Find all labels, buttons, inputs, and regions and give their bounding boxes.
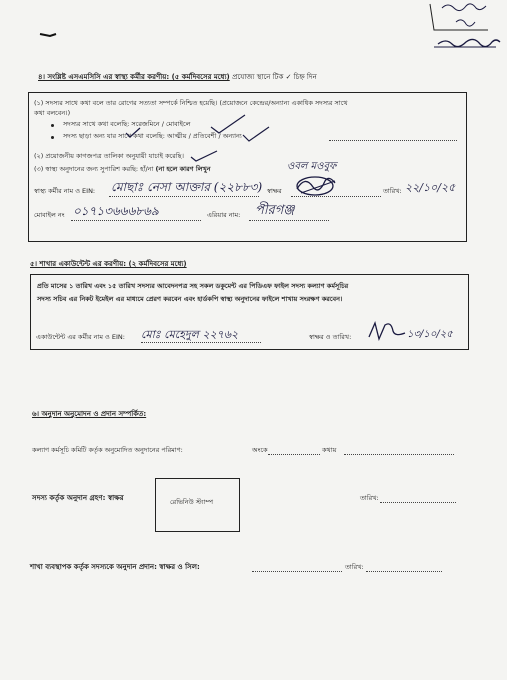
branch-sign-line: [252, 571, 342, 572]
section4-title: ৪। সংশ্লিষ্ট এসএমসিসি এর স্বাস্থ্য কর্মীর করণীয়: (৫ কর্মদিবসের মধ্যে) প্রযোজ্য স্থানে টিক ✓ চিহ্ন দিন: [38, 73, 317, 81]
bullet-dot: [51, 124, 54, 127]
staff-date-value: ২২/১০/২৫: [405, 181, 456, 194]
mobile-label: মোবাইল নং: [34, 211, 65, 219]
section4-box: [28, 92, 467, 242]
section5-title: ৫। শাখার একাউন্টেন্ট এর করণীয়: (২ কর্মদিবসের মধ্যে): [30, 260, 187, 268]
staff-signature: [291, 175, 341, 197]
section6-title: ৬। অনুদান অনুমোদন ও প্রদান সম্পর্কিত:: [32, 410, 147, 418]
item2-text: (২) প্রয়োজনীয় কাগজপত্র তালিকা অনুযায়ী যাচাই করেছি।: [34, 152, 184, 160]
in-figures-line: [268, 454, 320, 455]
item3-text: (৩) স্বাস্থ্য অনুদানের জন্য সুপারিশ করছি: হাঁ/না (না হলে কারণ লিখুন: [34, 165, 211, 173]
branch-manager-label: শাখা ব্যবস্থাপক কর্তৃক সদস্যকে অনুদান প্রদান: স্বাক্ষর ও সিল:: [30, 563, 200, 571]
revenue-stamp-label: রেভিনিউ স্ট্যাম্প: [170, 498, 213, 506]
checkmark-icon: [241, 125, 271, 143]
item1-continued: কথা বলবেন।): [34, 109, 71, 117]
item3-handwritten-reason: ওবল মওবুফ: [287, 161, 337, 172]
area-label: এরিয়ার নাম:: [207, 211, 241, 219]
staff-date-label: তারিখ:: [383, 187, 402, 195]
accountant-sign-date-label: স্বাক্ষর ও তারিখ:: [309, 333, 352, 341]
staff-name-value: মোছাঃ নেসা আক্তার (২২৮৮৩): [111, 180, 263, 194]
bullet1-text: সদস্যর সাথে কথা বলেছি: সরেজমিনে / মোবাইলে: [63, 120, 191, 128]
section5-box: [30, 274, 469, 350]
accountant-name: মোঃ মেহেদুল ২২৭৬২: [141, 328, 239, 341]
staff-sign-label: স্বাক্ষর: [267, 187, 282, 195]
approved-amount-label: কল্যাণ কর্মসূচি কমিটি কর্তৃক অনুমোদিত অনুদানের পরিমাণ:: [32, 446, 183, 454]
bullet2-text: সদস্য ছাড়া অন্য যার সাথে কথা বলেছি: আত্মীয় / প্রতিবেশী / অন্যান্য: [63, 132, 242, 140]
accountant-signature: [367, 319, 407, 343]
stray-mark: [38, 28, 58, 40]
checkmark-icon: [189, 149, 219, 163]
branch-date-line: [366, 571, 442, 572]
other-dotted-line: [329, 140, 457, 141]
receive-date-line: [380, 502, 456, 503]
revenue-stamp-box: [155, 478, 240, 532]
branch-date-label: তারিখ:: [345, 563, 364, 571]
receive-date-label: তারিখ:: [360, 494, 379, 502]
in-words-line: [344, 454, 454, 455]
area-value: পীরগঞ্জ: [255, 203, 295, 218]
in-figures-label: অংকে: [252, 446, 268, 454]
section5-body-line2: সদস্য সচিব এর নিকট ইমেইল এর মাধ্যমে প্রেরণ করবেন এবং হার্ডকপি স্বাস্থ্য অনুদানের ফাইলে শাখায় সংরক্ষণ করবেন।: [37, 295, 343, 303]
bullet-dot: [51, 136, 54, 139]
staff-name-label: স্বাস্থ্য কর্মীর নাম ও EIN:: [34, 187, 96, 195]
in-words-label: কথায়: [322, 446, 337, 454]
mobile-line: [71, 220, 201, 221]
receive-label: সদস্য কর্তৃক অনুদান গ্রহণ: স্বাক্ষর: [32, 494, 124, 502]
accountant-label: একাউন্টেন্ট এর কর্মীর নাম ও EIN:: [36, 333, 125, 341]
sign-line: [291, 196, 381, 197]
area-line: [249, 220, 329, 221]
accountant-date: ১৩/১০/২৫: [407, 329, 453, 340]
section5-body-line1: প্রতি মাসের ১ তারিখ এবং ১৫ তারিখ সদস্যর আবেদনপত্র সহ সকল ডকুমেন্ট এর পিডিএফ ফাইল সদস্য কল্যাণ কর্মসূচির: [37, 282, 349, 290]
mobile-value: ০১৭১৩৬৬৬৮৬৯: [73, 204, 159, 218]
checkmark-icon: [125, 127, 141, 139]
item1-text: (১) সদস্যর সাথে কথা বলে তার রোগের সত্যতা সম্পর্কে নিশ্চিত হয়েছি। (প্রয়োজনে কেন্দ্রের/অন্যান্য একাধিক সদস্যর সাথে: [34, 99, 348, 107]
